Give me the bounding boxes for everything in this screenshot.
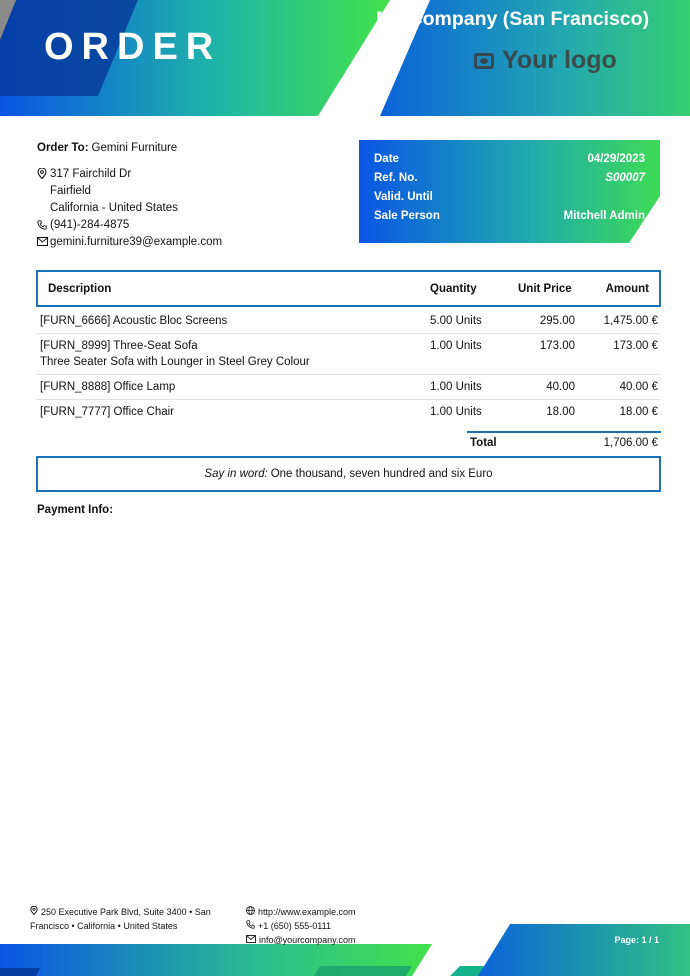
company-website[interactable]: http://www.example.com	[258, 907, 356, 917]
page-number: Page: 1 / 1	[614, 935, 659, 945]
info-label: Ref. No.	[374, 172, 418, 184]
page-header	[0, 0, 690, 116]
company-address-line1: 250 Executive Park Blvd, Suite 3400 • San	[41, 907, 211, 917]
line-quantity: 5.00 Units	[430, 315, 482, 327]
envelope-icon	[37, 237, 50, 246]
info-label: Date	[374, 153, 399, 165]
phone-icon	[37, 220, 50, 230]
company-address	[30, 905, 230, 933]
sale-person: Mitchell Admin	[563, 210, 645, 222]
company-email[interactable]: info@yourcompany.com	[259, 935, 356, 945]
column-header-amount: Amount	[605, 282, 649, 295]
page-footer	[0, 900, 690, 976]
company-contact	[246, 905, 356, 947]
table-row	[36, 375, 661, 400]
order-date: 04/29/2023	[587, 153, 645, 165]
column-header-quantity: Quantity	[430, 282, 477, 295]
line-quantity: 1.00 Units	[430, 381, 482, 393]
customer-state-country: California - United States	[50, 201, 178, 214]
column-header-description: Description	[48, 282, 112, 295]
column-header-unit-price: Unit Price	[518, 282, 572, 295]
in-words-value: One thousand, seven hundred and six Euro	[270, 468, 493, 480]
amount-in-words	[36, 456, 661, 492]
map-pin-icon	[37, 168, 50, 179]
line-quantity: 1.00 Units	[430, 406, 482, 418]
customer-email: gemini.furniture39@example.com	[50, 235, 223, 248]
table-row	[36, 309, 661, 334]
globe-icon	[246, 905, 255, 919]
lines-table-header	[36, 270, 661, 307]
phone-icon	[246, 919, 255, 933]
line-description: [FURN_8888] Office Lamp	[40, 381, 176, 393]
order-to-line	[37, 139, 337, 156]
customer-email-line	[37, 233, 337, 250]
line-unit-price: 173.00	[539, 340, 575, 352]
customer-phone: (941)-284-4875	[50, 218, 130, 231]
line-unit-price: 295.00	[539, 315, 575, 327]
logo-camera-icon	[474, 53, 494, 69]
info-row-reference	[374, 172, 645, 191]
line-description: [FURN_6666] Acoustic Bloc Screens	[40, 315, 228, 327]
company-address-line2: Francisco • California • United States	[30, 921, 178, 931]
total-value: 1,706.00 €	[603, 437, 658, 449]
info-row-valid-until	[374, 191, 645, 210]
order-to-label: Order To:	[37, 141, 89, 154]
line-description: [FURN_8999] Three-Seat Sofa	[40, 340, 198, 352]
in-words-label: Say in word:	[204, 468, 268, 480]
customer-name: Gemini Furniture	[91, 141, 178, 154]
order-total	[467, 431, 661, 453]
table-row	[36, 400, 661, 424]
order-reference: S00007	[605, 172, 645, 184]
lines-table-body	[36, 309, 661, 424]
logo-text: Your logo	[502, 46, 617, 74]
customer-phone-line	[37, 216, 337, 233]
envelope-icon	[246, 933, 256, 947]
line-unit-price: 40.00	[546, 381, 575, 393]
info-row-sale-person	[374, 210, 645, 229]
info-label: Sale Person	[374, 210, 440, 222]
line-amount: 18.00 €	[619, 406, 658, 418]
line-unit-price: 18.00	[546, 406, 575, 418]
company-logo	[474, 46, 617, 75]
map-pin-icon	[30, 905, 38, 919]
company-phone: +1 (650) 555-0111	[258, 921, 331, 931]
line-amount: 40.00 €	[619, 381, 658, 393]
document-title: ORDER	[44, 26, 222, 68]
customer-street: 317 Fairchild Dr	[50, 167, 132, 180]
line-amount: 173.00 €	[613, 340, 658, 352]
table-row	[36, 334, 661, 375]
line-quantity: 1.00 Units	[430, 340, 482, 352]
info-label: Valid. Until	[374, 191, 433, 203]
payment-info-label: Payment Info:	[37, 504, 114, 516]
total-label: Total	[470, 437, 497, 449]
order-info-box	[359, 140, 660, 243]
customer-city: Fairfield	[50, 184, 91, 197]
line-amount: 1,475.00 €	[603, 315, 658, 327]
line-note: Three Seater Sofa with Lounger in Steel Grey Colour	[40, 356, 310, 368]
line-description: [FURN_7777] Office Chair	[40, 406, 175, 418]
info-row-date	[374, 153, 645, 172]
company-name: My Company (San Francisco)	[376, 8, 650, 30]
customer-address	[37, 139, 337, 250]
customer-street-line	[37, 165, 337, 182]
